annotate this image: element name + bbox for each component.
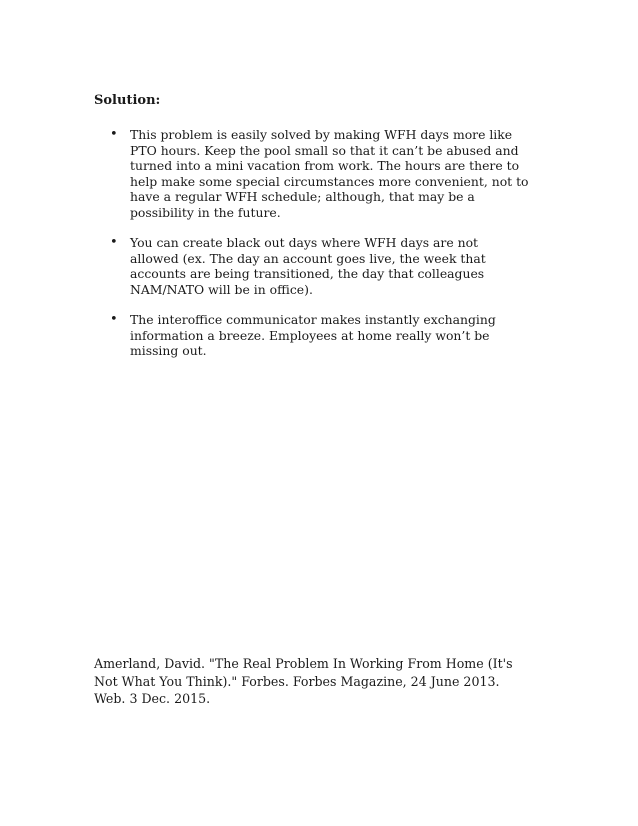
- bullet-text: The interoffice communicator makes instantly exchanging information a breeze. Employees at home really won’t be missing out.: [130, 312, 496, 358]
- solution-bullet-list: [110, 127, 530, 374]
- bullet-icon: •: [110, 127, 118, 142]
- citation-text: Amerland, David. "The Real Problem In Working From Home (It's Not What You Think)." Forbes. Forbes Magazine, 24 June 2013. Web. 3 Dec. 2015.: [94, 656, 513, 706]
- bullet-item: [110, 127, 530, 220]
- bullet-icon: •: [110, 312, 118, 327]
- bullet-item: [110, 312, 530, 359]
- bullet-icon: •: [110, 235, 118, 250]
- section-heading: Solution:: [94, 93, 161, 108]
- bullet-text: This problem is easily solved by making WFH days more like PTO hours. Keep the pool small so that it can’t be abused and turned into a mini vacation from work. The hours are there to help make some special circumstances more convenient, not to have a regular WFH schedule; although, that may be a possibility in the future.: [130, 127, 529, 220]
- bullet-item: [110, 235, 530, 297]
- bullet-text: You can create black out days where WFH days are not allowed (ex. The day an account goes live, the week that accounts are being transitioned, the day that colleagues NAM/NATO will be in office).: [130, 235, 486, 297]
